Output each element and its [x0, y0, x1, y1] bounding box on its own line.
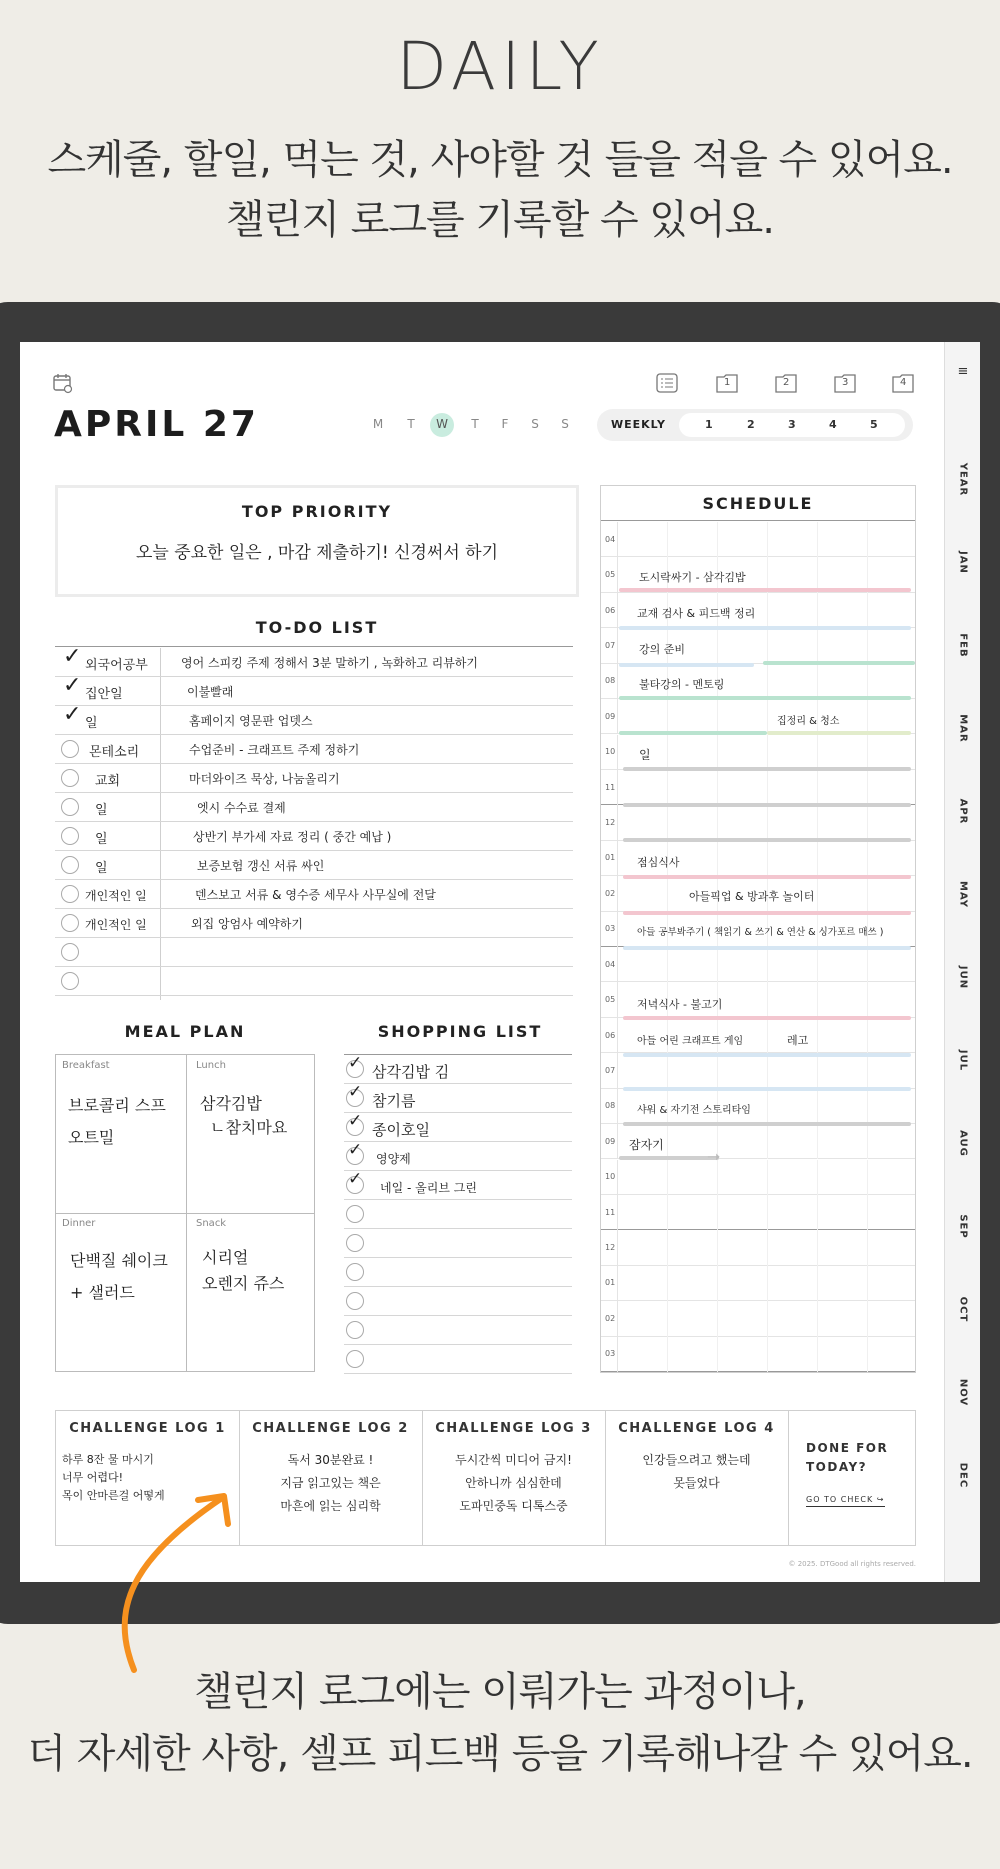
todo-row[interactable]	[55, 793, 573, 822]
challenge-note: 못들었다	[673, 1476, 720, 1490]
shopping-item: 영양제	[376, 1152, 411, 1166]
week-4[interactable]: 4	[829, 418, 837, 431]
calendar-link-icon[interactable]	[52, 372, 74, 394]
meal-plan-title: MEAL PLAN	[124, 1022, 246, 1041]
weekday-fri[interactable]: F	[501, 417, 509, 431]
shopping-row[interactable]	[344, 1316, 572, 1345]
checkmark-icon: ✓	[348, 1169, 363, 1189]
weekday-sun[interactable]: S	[561, 417, 569, 431]
schedule-hour-label: 07	[605, 640, 616, 650]
hero-subtitle-line2: 챌린지 로그를 기록할 수 있어요.	[226, 197, 774, 243]
schedule-bar	[623, 946, 911, 950]
dinner-label: Dinner	[62, 1218, 96, 1229]
weekly-selector	[597, 409, 913, 441]
hero-subtitle-line1: 스케줄, 할일, 먹는 것, 사야할 것 들을 적을 수 있어요.	[47, 137, 953, 183]
todo-task: 수업준비 - 크래프트 주제 정하기	[189, 743, 360, 757]
weekday-mon[interactable]: M	[372, 417, 384, 431]
dinner-item[interactable]: + 샐러드	[70, 1283, 135, 1302]
breakfast-item[interactable]: 오트밀	[68, 1128, 115, 1147]
shopping-row[interactable]	[344, 1084, 572, 1113]
schedule-hour-label: 01	[605, 1278, 616, 1288]
menu-icon[interactable]: ≡	[957, 364, 969, 379]
schedule-hour-label: 02	[605, 1313, 616, 1323]
shopping-row[interactable]	[344, 1287, 572, 1316]
todo-category: 몬테소리	[89, 745, 140, 760]
month-tab-sep[interactable]	[945, 1209, 981, 1249]
page-date: APRIL 27	[54, 404, 259, 445]
todo-category: 개인적인 일	[85, 918, 147, 932]
checkbox-circle[interactable]	[346, 1234, 364, 1252]
hero-title: DAILY	[396, 28, 604, 105]
schedule-hour-row[interactable]	[601, 1337, 915, 1372]
todo-category: 교회	[95, 774, 121, 789]
checkmark-icon[interactable]: ✓	[63, 644, 82, 669]
snack-label: Snack	[196, 1218, 227, 1229]
todo-category: 집안일	[85, 687, 123, 702]
todo-task: 보증보험 갱신 서류 싸인	[197, 859, 325, 873]
done-for-today-line1: DONE FOR	[806, 1441, 889, 1455]
checkmark-icon: ✓	[348, 1053, 363, 1073]
month-tab-may[interactable]	[945, 877, 981, 917]
checkmark-icon: ✓	[348, 1111, 363, 1131]
challenge-note: 지금 읽고있는 책은	[280, 1476, 381, 1490]
schedule-bar	[767, 731, 911, 735]
challenge-note: 목이 안마른걸 어떻게	[62, 1489, 165, 1502]
schedule-entry[interactable]: 일	[639, 748, 651, 762]
todo-row[interactable]	[55, 735, 573, 764]
schedule-bar	[623, 1053, 911, 1057]
schedule-hour-label: 10	[605, 747, 616, 757]
checkbox-circle[interactable]	[61, 827, 79, 845]
month-tab-nov[interactable]	[945, 1375, 981, 1415]
schedule-hour-label: 07	[605, 1065, 616, 1075]
month-tab-label: MAY	[957, 881, 969, 908]
breakfast-item[interactable]: 브로콜리 스프	[68, 1096, 166, 1115]
weekday-sat[interactable]: S	[531, 417, 539, 431]
checkbox-circle[interactable]	[346, 1263, 364, 1281]
checkbox-circle[interactable]	[61, 740, 79, 758]
month-tab-year[interactable]	[945, 462, 981, 502]
todo-category: 일	[95, 832, 108, 847]
todo-category: 일	[95, 861, 108, 876]
folder-3-number: 3	[842, 377, 849, 388]
schedule-hour-label: 11	[605, 782, 616, 792]
schedule-hour-label: 06	[605, 605, 616, 615]
month-tab-label: OCT	[957, 1296, 969, 1323]
schedule-hour-row[interactable]	[601, 1160, 915, 1195]
challenge-log-title: CHALLENGE LOG 2	[252, 1421, 409, 1436]
shopping-row[interactable]	[344, 1142, 572, 1171]
snack-item[interactable]: 시리얼	[202, 1248, 249, 1267]
challenge-note: 하루 8잔 물 마시기	[62, 1453, 154, 1466]
schedule-entry[interactable]: 점심식사	[637, 856, 680, 869]
schedule-bar	[619, 663, 754, 667]
top-priority-text[interactable]: 오늘 중요한 일은 , 마감 제출하기! 신경써서 하기	[135, 543, 499, 563]
challenge-note: 너무 어렵다!	[62, 1471, 124, 1484]
weekly-label[interactable]: WEEKLY	[611, 418, 666, 431]
checkbox-circle[interactable]	[346, 1350, 364, 1368]
folder-2-icon[interactable]	[775, 372, 797, 394]
challenge-note: 두시간씩 미디어 금지!	[455, 1453, 572, 1467]
schedule-entry[interactable]: 저녁식사 - 불고기	[637, 998, 723, 1011]
month-tab-label: JUN	[957, 965, 969, 990]
checkbox-circle[interactable]	[61, 972, 79, 990]
schedule-panel	[600, 485, 916, 1373]
todo-task: 홈페이지 영문판 업뎃스	[189, 714, 313, 728]
schedule-hour-row[interactable]	[601, 1195, 915, 1230]
challenge-log-2[interactable]	[239, 1411, 422, 1545]
list-icon[interactable]	[656, 372, 678, 394]
month-tab-label: YEAR	[957, 462, 969, 497]
schedule-hour-label: 08	[605, 676, 616, 686]
folder-3-icon[interactable]	[834, 372, 856, 394]
folder-4-icon[interactable]	[892, 372, 914, 394]
month-tab-mar[interactable]	[945, 711, 981, 751]
todo-category: 일	[85, 716, 98, 731]
month-tab-label: JAN	[957, 551, 969, 574]
schedule-entry[interactable]: 아들 어린 크래프트 게임	[637, 1036, 744, 1047]
weekday-wed[interactable]: W	[436, 417, 448, 431]
schedule-hour-row[interactable]	[601, 699, 915, 734]
todo-row[interactable]	[55, 702, 573, 735]
todo-task: 엣시 수수료 결제	[197, 801, 286, 815]
schedule-title: SCHEDULE	[702, 494, 814, 513]
schedule-bar	[619, 626, 911, 630]
month-tab-label: MAR	[957, 714, 969, 743]
month-tab-jun[interactable]	[945, 960, 981, 1000]
todo-row[interactable]	[55, 938, 573, 967]
challenge-note: 도파민중독 디톡스중	[459, 1499, 568, 1513]
dinner-item[interactable]: 단백질 쉐이크	[70, 1251, 168, 1270]
month-tab-label: DEC	[957, 1462, 969, 1489]
schedule-entry[interactable]: 잠자기	[629, 1138, 664, 1152]
shopping-row[interactable]	[344, 1258, 572, 1287]
shopping-row[interactable]	[344, 1200, 572, 1229]
month-tab-label: APR	[957, 798, 969, 825]
schedule-bar	[623, 838, 911, 842]
schedule-hour-label: 08	[605, 1101, 616, 1111]
shopping-item: 종이호일	[372, 1121, 430, 1139]
done-for-today	[788, 1411, 916, 1545]
schedule-hour-label: 02	[605, 888, 616, 898]
schedule-hour-row[interactable]	[601, 1266, 915, 1301]
shopping-row[interactable]	[344, 1055, 572, 1084]
schedule-entry[interactable]: 아들픽업 & 방과후 놀이터	[689, 890, 815, 903]
schedule-hour-label: 01	[605, 853, 616, 863]
schedule-hour-row[interactable]	[601, 1053, 915, 1088]
shopping-list-title: SHOPPING LIST	[377, 1022, 543, 1041]
lunch-item[interactable]: ㄴ참치마요	[210, 1118, 288, 1137]
schedule-hour-label: 05	[605, 995, 616, 1005]
schedule-entry[interactable]: 교재 검사 & 피드백 정리	[637, 607, 756, 620]
shopping-item: 삼각김밥 김	[372, 1063, 450, 1081]
todo-task: 상반기 부가세 자료 정리 ( 중간 예납 )	[193, 830, 392, 844]
weekday-tue[interactable]: T	[407, 417, 415, 431]
month-tab-jul[interactable]	[945, 1043, 981, 1083]
todo-row[interactable]	[55, 764, 573, 793]
month-tab-label: FEB	[957, 633, 969, 658]
month-tab-bar	[944, 342, 980, 1582]
checkbox-circle[interactable]	[61, 769, 79, 787]
schedule-hour-label: 03	[605, 1349, 616, 1359]
schedule-bar	[619, 1156, 719, 1160]
week-5[interactable]: 5	[870, 418, 878, 431]
challenge-log-title: CHALLENGE LOG 3	[435, 1421, 592, 1436]
schedule-bar	[763, 661, 915, 665]
challenge-note: 독서 30분완료 !	[287, 1453, 374, 1467]
challenge-log-title: CHALLENGE LOG 4	[618, 1421, 775, 1436]
schedule-hour-label: 10	[605, 1172, 616, 1182]
snack-item[interactable]: 오렌지 쥬스	[202, 1274, 285, 1293]
month-tab-apr[interactable]	[945, 794, 981, 834]
checkbox-circle[interactable]	[61, 943, 79, 961]
schedule-bar	[623, 1016, 911, 1020]
schedule-hour-row[interactable]	[601, 1301, 915, 1336]
schedule-hour-row[interactable]	[601, 805, 915, 840]
lunch-item[interactable]: 삼각김밥	[200, 1094, 262, 1113]
challenge-log-4[interactable]	[605, 1411, 788, 1545]
month-tab-feb[interactable]	[945, 628, 981, 668]
schedule-hour-label: 11	[605, 1207, 616, 1217]
todo-task: 마더와이즈 묵상, 나눔올리기	[189, 772, 340, 786]
checkbox-circle[interactable]	[61, 914, 79, 932]
schedule-entry[interactable]: 레고	[787, 1034, 809, 1047]
todo-category: 일	[95, 803, 108, 818]
done-for-today-line2: TODAY?	[806, 1460, 868, 1474]
caption-line2: 더 자세한 사항, 셀프 피드백 등을 기록해나갈 수 있어요.	[27, 1731, 973, 1777]
schedule-bar	[619, 731, 767, 735]
week-1[interactable]: 1	[705, 418, 713, 431]
weekday-thu[interactable]: T	[471, 417, 479, 431]
schedule-entry[interactable]: 강의 준비	[639, 643, 686, 656]
annotation-arrow-icon	[120, 1480, 250, 1680]
breakfast-label: Breakfast	[62, 1060, 110, 1071]
meal-plan-grid	[55, 1054, 315, 1372]
checkbox-circle[interactable]	[61, 798, 79, 816]
month-tab-oct[interactable]	[945, 1292, 981, 1332]
todo-task: 이불빨래	[187, 685, 234, 699]
schedule-bar	[619, 696, 911, 700]
schedule-hour-label: 12	[605, 818, 616, 828]
schedule-hour-label: 09	[605, 1136, 616, 1146]
schedule-bar	[623, 1122, 911, 1126]
schedule-hour-label: 03	[605, 924, 616, 934]
shopping-row[interactable]	[344, 1229, 572, 1258]
schedule-hour-label: 09	[605, 711, 616, 721]
shopping-row[interactable]	[344, 1113, 572, 1142]
schedule-bar	[623, 911, 911, 915]
folder-4-number: 4	[900, 377, 907, 388]
copyright: © 2025. DTGood all rights reserved.	[788, 1560, 916, 1568]
week-2[interactable]: 2	[747, 418, 755, 431]
schedule-entry[interactable]: 집정리 & 청소	[777, 716, 840, 727]
checkmark-icon[interactable]: ✓	[63, 702, 82, 727]
caption-line1: 챌린지 로그에는 이뤄가는 과정이나,	[194, 1669, 806, 1715]
todo-task: 외집 앙엄사 예약하기	[191, 917, 303, 931]
folder-1-icon[interactable]	[716, 372, 738, 394]
month-tab-label: NOV	[957, 1378, 969, 1407]
schedule-hour-row[interactable]	[601, 522, 915, 557]
schedule-hour-row[interactable]	[601, 947, 915, 982]
shopping-row[interactable]	[344, 1171, 572, 1200]
todo-row[interactable]	[55, 822, 573, 851]
month-tab-jan[interactable]	[945, 545, 981, 585]
schedule-bar	[619, 588, 911, 592]
lunch-label: Lunch	[196, 1060, 226, 1071]
checkbox-circle[interactable]	[346, 1321, 364, 1339]
schedule-entry[interactable]: 도시락싸기 - 삼각김밥	[639, 571, 746, 584]
month-tab-dec[interactable]	[945, 1458, 981, 1498]
schedule-bar	[623, 767, 911, 771]
challenge-note: 인강들으려고 했는데	[642, 1453, 751, 1467]
checkbox-circle[interactable]	[346, 1205, 364, 1223]
todo-row[interactable]	[55, 851, 573, 880]
schedule-hour-label: 04	[605, 959, 616, 969]
todo-category: 개인적인 일	[85, 889, 147, 903]
checkbox-circle[interactable]	[346, 1292, 364, 1310]
todo-row[interactable]	[55, 880, 573, 909]
top-priority-box	[55, 485, 579, 597]
week-3[interactable]: 3	[788, 418, 796, 431]
todo-task: 영어 스피킹 주제 정해서 3분 말하기 , 녹화하고 리뷰하기	[181, 656, 478, 670]
shopping-row[interactable]	[344, 1345, 572, 1374]
checkmark-icon: ✓	[348, 1140, 363, 1160]
todo-row[interactable]	[55, 909, 573, 938]
todo-category: 외국어공부	[85, 658, 148, 673]
weekday-selector	[368, 414, 594, 436]
arrow-right-icon: ➝	[707, 1147, 721, 1166]
schedule-hour-label: 12	[605, 1243, 616, 1253]
schedule-entry[interactable]: 아들 공부봐주기 ( 책읽기 & 쓰기 & 연산 & 싱가포르 매쓰 )	[637, 927, 884, 938]
challenge-log-title: CHALLENGE LOG 1	[69, 1421, 226, 1436]
schedule-hour-label: 06	[605, 1030, 616, 1040]
checkmark-icon: ✓	[348, 1082, 363, 1102]
checkbox-circle[interactable]	[61, 856, 79, 874]
schedule-bar	[623, 803, 911, 807]
shopping-item: 참기름	[372, 1092, 416, 1110]
checkbox-circle[interactable]	[61, 885, 79, 903]
go-to-check-link[interactable]: GO TO CHECK ↪	[806, 1495, 885, 1507]
schedule-bar	[623, 875, 911, 879]
schedule-hour-label: 05	[605, 570, 616, 580]
checkmark-icon[interactable]: ✓	[63, 673, 82, 698]
schedule-hour-row[interactable]	[601, 1230, 915, 1265]
month-tab-label: SEP	[957, 1214, 969, 1239]
month-tab-label: JUL	[957, 1049, 969, 1072]
planner-page	[20, 342, 980, 1582]
schedule-hour-label: 04	[605, 534, 616, 544]
month-tab-aug[interactable]	[945, 1126, 981, 1166]
folder-2-number: 2	[783, 377, 790, 388]
challenge-note: 마흔에 읽는 심리학	[280, 1499, 381, 1513]
schedule-bar	[623, 1087, 911, 1091]
todo-task: 덴스보고 서류 & 영수증 세무사 사무실에 전달	[195, 888, 436, 902]
shopping-item: 네일 - 올리브 그린	[380, 1181, 477, 1195]
folder-1-number: 1	[724, 377, 731, 388]
todo-row[interactable]	[55, 673, 573, 706]
challenge-note: 안하니까 심심한데	[465, 1476, 562, 1490]
todo-row[interactable]	[55, 644, 573, 677]
month-tab-label: AUG	[957, 1130, 969, 1157]
top-priority-title: TOP PRIORITY	[241, 502, 393, 521]
challenge-log-3[interactable]	[422, 1411, 605, 1545]
todo-row[interactable]	[55, 967, 573, 996]
schedule-hour-row[interactable]	[601, 770, 915, 805]
schedule-entry[interactable]: 샤워 & 자기전 스토리타임	[637, 1105, 751, 1116]
schedule-entry[interactable]: 불타강의 - 멘토링	[639, 678, 725, 691]
todo-title: TO-DO LIST	[255, 618, 379, 637]
